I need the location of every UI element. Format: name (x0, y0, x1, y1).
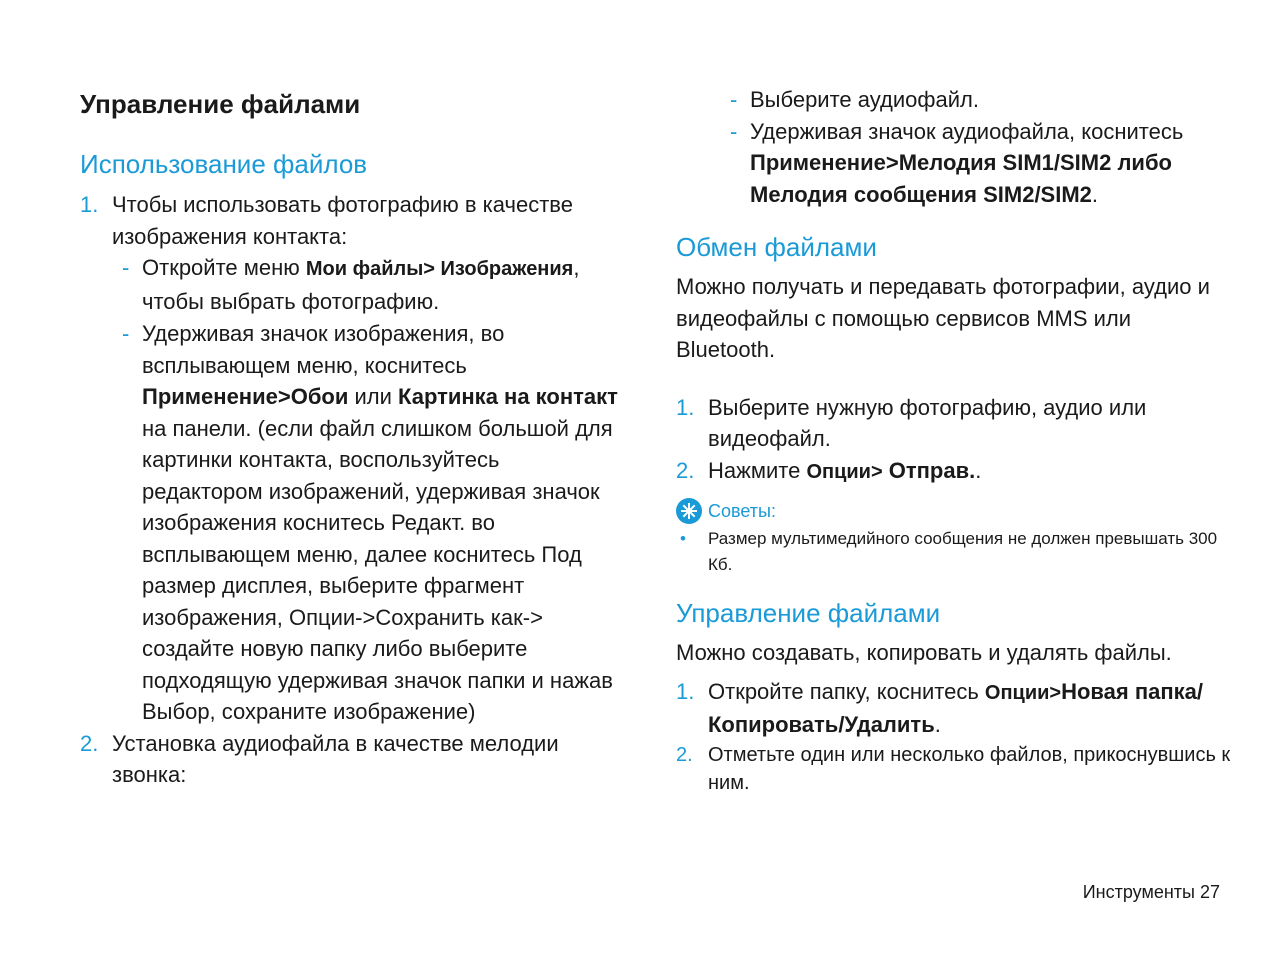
page-footer: Инструменты 27 (1082, 882, 1220, 902)
manage-paragraph: Можно создавать, копировать и удалять файлы. (676, 640, 1172, 665)
tip-icon (676, 498, 702, 524)
sub-item-text: на панели. (если файл слишком большой для картинки контакта, воспользуйтесь редактором изображений, удерживая значок изображения коснитесь Редакт. во всплывающем меню, далее коснитесь Под размер дисплея, выберите фрагмент изображения, Опции->Сохранить как-> создайте новую папку либо выберите подходящую удерживая значок папки и нажав Выбор, сохраните изображение) (142, 415, 613, 724)
list-bold: Опции> (806, 460, 883, 483)
tips-bullet-item (676, 526, 1236, 578)
sub-item-hold-image (122, 318, 625, 728)
dash-marker: - (730, 87, 738, 112)
list-text: Выберите нужную фотографию, аудио или видеофайл. (708, 394, 1147, 451)
tips-heading (676, 498, 1236, 524)
list-item-1 (80, 189, 625, 252)
dash-marker: - (122, 255, 130, 280)
list-number: 2. (676, 457, 695, 483)
sub-item-text: Удерживая значок аудиофайла, коснитесь (750, 118, 1184, 144)
list-number: 1. (80, 192, 99, 217)
list-number: 1. (676, 394, 695, 420)
list-number: 2. (80, 730, 99, 756)
list-bold: Отправ. (882, 457, 976, 483)
sub-item-bold: Картинка на контакт (398, 384, 618, 409)
sub-item-hold-audio (730, 116, 1236, 211)
sub-item-text: . (1091, 181, 1099, 207)
manage-item-1 (676, 676, 1236, 741)
sub-item-text: Выберите аудиофайл. (750, 87, 979, 112)
sub-item-text: или (348, 384, 399, 409)
list-text: . (975, 457, 982, 483)
right-column (676, 84, 1236, 797)
list-item-2 (80, 728, 625, 791)
dash-marker: - (122, 321, 130, 346)
list-text: Отметьте один или несколько файлов, прикоснувшись к ним. (708, 743, 1231, 794)
list-text: Нажмите (708, 457, 807, 483)
sub-item-bold: Применение>Обои (142, 384, 349, 409)
sub-item-text: , чтобы выбрать фотографию. (142, 255, 580, 314)
exchange-paragraph: Можно получать и передавать фотографии, аудио и видеофайлы с помощью сервисов MMS или Bluetooth. (676, 274, 1210, 362)
list-text: Откройте папку, коснитесь (708, 678, 985, 704)
exchange-item-2 (676, 455, 1236, 489)
section-title-use-files: Использование файлов (80, 149, 368, 179)
sub-item-text: Удерживая значок изображения, во всплывающем меню, коснитесь (142, 321, 505, 378)
dash-marker: - (730, 118, 738, 144)
bullet-marker: • (680, 529, 686, 548)
sub-item-select-audio (730, 84, 1236, 116)
list-number: 2. (676, 743, 693, 766)
list-bold: Новая папка/Копировать/Удалить (708, 678, 1204, 737)
sub-item-open-menu (122, 252, 625, 317)
list-text: Чтобы использовать фотографию в качестве изображения контакта: (112, 192, 573, 249)
left-column (80, 84, 625, 791)
list-text: . (934, 712, 941, 737)
tips-text: Размер мультимедийного сообщения не должен превышать 300 Кб. (708, 529, 1218, 574)
list-bold: Опции> (984, 681, 1062, 704)
section-title-exchange: Обмен файлами (676, 232, 877, 262)
sub-item-bold: Применение>Мелодия SIM1/SIM2 либо Мелодия сообщения SIM2/SIM2 (750, 150, 1172, 207)
list-text: Установка аудиофайла в качестве мелодии звонка: (112, 730, 559, 787)
sub-item-text: Откройте меню (142, 255, 306, 280)
sub-item-bold: Мои файлы> Изображения (305, 258, 574, 280)
exchange-item-1 (676, 392, 1236, 455)
page-title: Управление файлами (80, 89, 361, 119)
tips-label: Советы: (708, 501, 776, 521)
list-number: 1. (676, 678, 695, 704)
manage-item-2 (676, 741, 1236, 797)
section-title-manage: Управление файлами (676, 598, 941, 628)
